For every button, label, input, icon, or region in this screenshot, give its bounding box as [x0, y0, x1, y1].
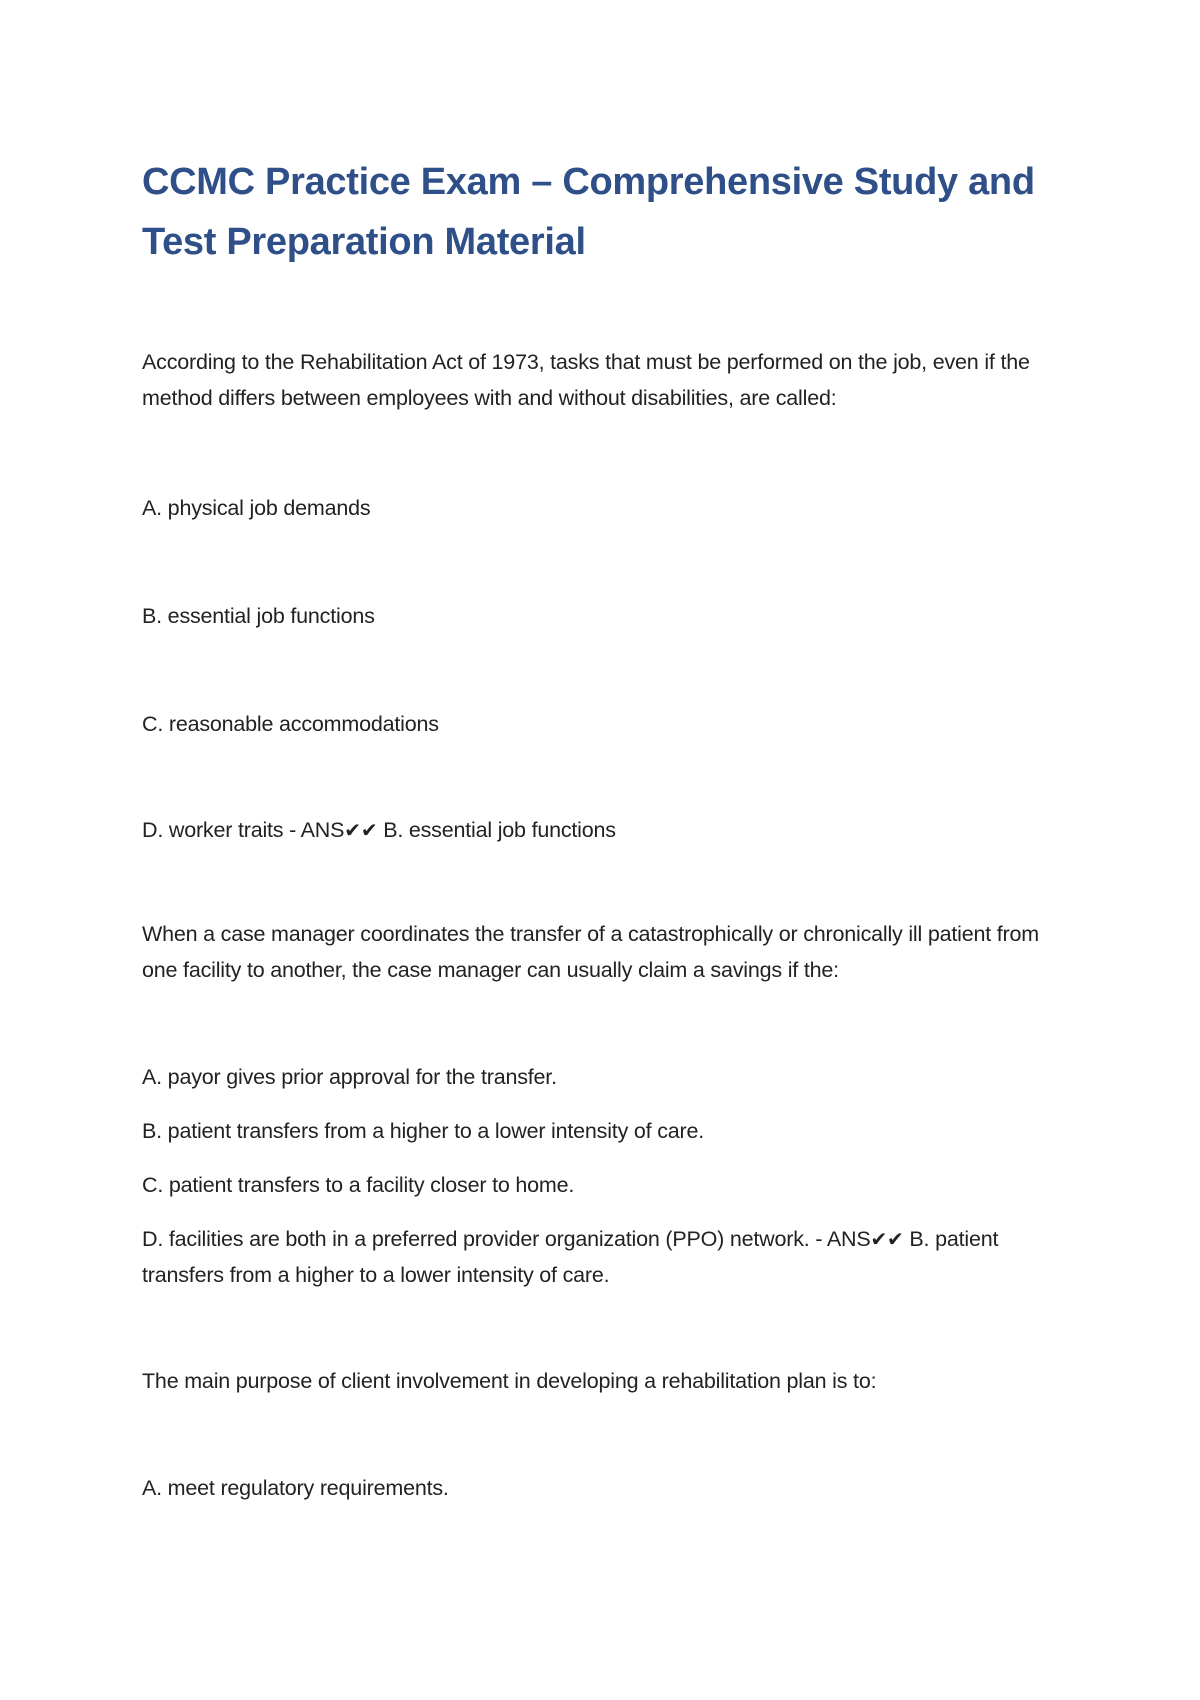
question-2-option-d: D. facilities are both in a preferred provider organization (PPO) network. - ANS: [142, 1227, 871, 1251]
question-1-stem: According to the Rehabilitation Act of 1973, tasks that must be performed on the job, even if the method differs between employees with and without disabilities, are called:: [142, 350, 1030, 410]
question-3-option-a: A. meet regulatory requirements.: [142, 1476, 449, 1500]
question-2-stem: When a case manager coordinates the transfer of a catastrophically or chronically ill patient from one facility to another, the case manager can usually claim a savings if the:: [142, 922, 1039, 982]
question-1-option-c: C. reasonable accommodations: [142, 712, 439, 736]
question-2-answer: B. patient transfers from a higher to a lower intensity of care.: [142, 1227, 999, 1287]
question-2-option-b: B. patient transfers from a higher to a lower intensity of care.: [142, 1119, 704, 1143]
question-1-option-b: B. essential job functions: [142, 604, 375, 628]
question-2-option-a: A. payor gives prior approval for the transfer.: [142, 1065, 557, 1089]
question-3-stem: The main purpose of client involvement in developing a rehabilitation plan is to:: [142, 1369, 877, 1393]
question-2-option-c: C. patient transfers to a facility closer to home.: [142, 1173, 575, 1197]
question-2-option-d-with-answer: [142, 1221, 1047, 1293]
question-1-option-a: A. physical job demands: [142, 496, 371, 520]
answer-check-icon: ✔✔: [870, 1227, 904, 1251]
question-1-option-d-with-answer: [142, 812, 1047, 848]
document-title: CCMC Practice Exam – Comprehensive Study and Test Preparation Material: [142, 161, 1035, 263]
answer-check-icon: ✔✔: [344, 818, 378, 842]
question-1-option-d: D. worker traits - ANS: [142, 818, 345, 842]
question-1-answer: B. essential job functions: [383, 818, 616, 842]
